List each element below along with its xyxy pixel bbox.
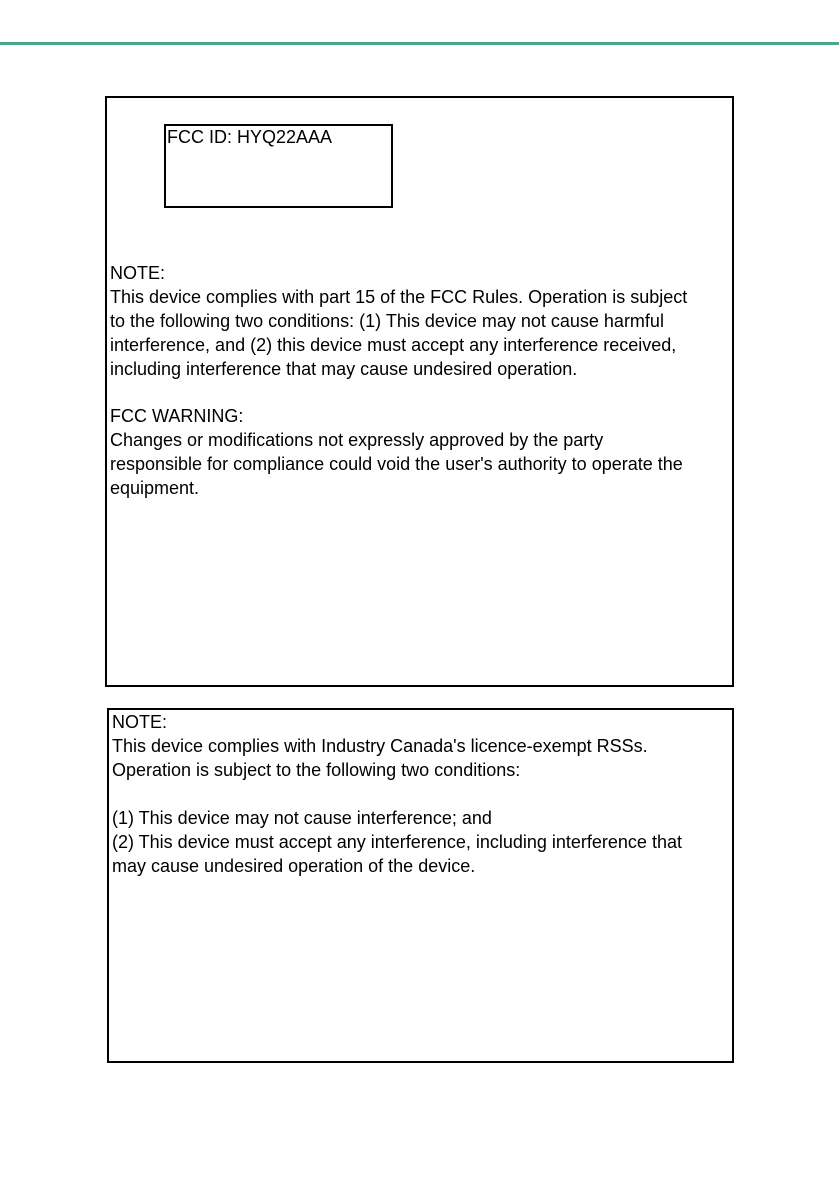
ic-note-line: Operation is subject to the following two conditions: xyxy=(112,760,521,780)
fcc-warning-line: Changes or modifications not expressly approved by the party xyxy=(110,430,604,450)
fcc-note-line: to the following two conditions: (1) This device may not cause harmful xyxy=(110,311,664,331)
ic-conditions-block xyxy=(112,806,682,878)
fcc-id-box xyxy=(164,124,393,208)
ic-note-line: This device complies with Industry Canada's licence-exempt RSSs. xyxy=(112,736,648,756)
fcc-note-line: including interference that may cause undesired operation. xyxy=(110,359,578,379)
fcc-warning-line: responsible for compliance could void the user's authority to operate the xyxy=(110,454,683,474)
fcc-statement-panel xyxy=(105,96,734,687)
header-rule xyxy=(0,42,839,45)
ic-note-block xyxy=(112,710,648,782)
fcc-note-line: interference, and (2) this device must accept any interference received, xyxy=(110,335,677,355)
fcc-warning-block xyxy=(110,404,683,500)
ic-condition-line: (2) This device must accept any interference, including interference that xyxy=(112,832,682,852)
fcc-note-line: This device complies with part 15 of the FCC Rules. Operation is subject xyxy=(110,287,688,307)
fcc-note-block xyxy=(110,261,687,381)
ic-condition-line: (1) This device may not cause interference; and xyxy=(112,808,492,828)
ic-condition-line: may cause undesired operation of the device. xyxy=(112,856,476,876)
fcc-id-text: FCC ID: HYQ22AAA xyxy=(167,127,333,147)
fcc-note-heading: NOTE: xyxy=(110,263,166,283)
ic-statement-panel xyxy=(107,708,734,1063)
ic-note-heading: NOTE: xyxy=(112,712,168,732)
fcc-warning-heading: FCC WARNING: xyxy=(110,406,244,426)
fcc-warning-line: equipment. xyxy=(110,478,200,498)
